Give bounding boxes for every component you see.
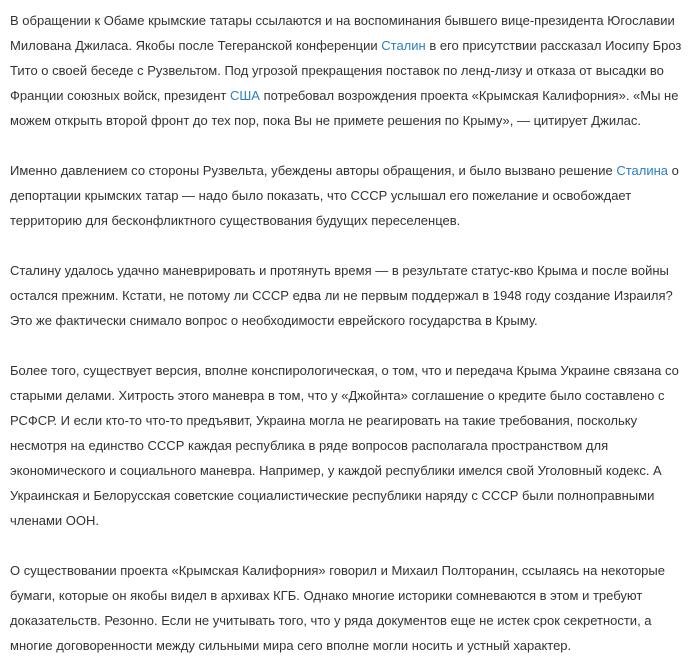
article-paragraph <box>10 258 696 333</box>
text-line <box>10 58 696 83</box>
article-paragraph <box>10 158 696 233</box>
text-line <box>10 8 696 33</box>
text-line <box>10 308 696 333</box>
text-segment: Именно давлением со стороны Рузвельта, убеждены авторы обращения, и было вызвано решение <box>10 163 617 178</box>
text-segment: В обращении к Обаме крымские татары ссылаются и на воспоминания бывшего вице-президента Югославии <box>10 13 675 28</box>
text-segment: территорию для бесконфликтного существования будущих переселенцев. <box>10 213 461 228</box>
text-segment: депортации крымских татар — надо было показать, что СССР услышал его пожелание и освобождает <box>10 188 632 203</box>
text-segment: РСФСР. И если кто-то что-то предъявит, Украина могла не реагировать на такие требования, поскольку <box>10 413 638 428</box>
text-line <box>10 208 696 233</box>
text-segment: Это же фактически снимало вопрос о необходимости еврейского государства в Крыму. <box>10 313 538 328</box>
inline-link[interactable]: Сталина <box>616 163 669 178</box>
inline-link[interactable]: США <box>229 88 260 103</box>
text-line <box>10 433 696 458</box>
text-segment: Милована Джиласа. Якобы после Тегеранской конференции <box>10 38 382 53</box>
inline-link[interactable]: Сталин <box>381 38 426 53</box>
text-line <box>10 358 696 383</box>
text-line <box>10 383 696 408</box>
text-segment: бумаги, которые он якобы видел в архивах КГБ. Однако многие историки сомневаются в этом и требуют <box>10 588 643 603</box>
text-segment: Тито о своей беседе с Рузвельтом. Под угрозой прекращения поставок по ленд-лизу и отказа от высадки во <box>10 63 664 78</box>
text-segment: можем открыть второй фронт до тех пор, пока Вы не примете решения по Крыму», — цитирует Джилас. <box>10 113 642 128</box>
text-line <box>10 83 696 108</box>
text-line <box>10 183 696 208</box>
text-segment: доказательств. Резонно. Если не учитывать того, что у ряда документов еще не истек срок секретности, а <box>10 613 652 628</box>
text-segment: несмотря на единство СССР каждая республика в ряде вопросов располагала пространством для <box>10 438 609 453</box>
text-segment: в его присутствии рассказал Иосипу Броз <box>425 38 682 53</box>
text-segment: О существовании проекта «Крымская Калифорния» говорил и Михаил Полторанин, ссылаясь на некоторые <box>10 563 665 578</box>
text-line <box>10 33 696 58</box>
text-line <box>10 258 696 283</box>
text-line <box>10 558 696 583</box>
text-line <box>10 108 696 133</box>
article-paragraph <box>10 8 696 133</box>
text-segment: о <box>668 163 679 178</box>
text-segment: членами ООН. <box>10 513 100 528</box>
article-paragraph <box>10 358 696 533</box>
text-line <box>10 283 696 308</box>
text-segment: старыми делами. Хитрость этого маневра в том, что у «Джойнта» соглашение о кредите было составлено с <box>10 388 665 403</box>
text-segment: Сталину удалось удачно маневрировать и протянуть время — в результате статус-кво Крыма и после войны <box>10 263 669 278</box>
text-segment: Украинская и Белорусская советские социалистические республики наряду с СССР были полноправными <box>10 488 655 503</box>
article-paragraph <box>10 558 696 658</box>
text-line <box>10 158 696 183</box>
text-line <box>10 483 696 508</box>
text-line <box>10 408 696 433</box>
text-segment: экономического и социального маневра. Например, у каждой республики имелся свой Уголовный кодекс. А <box>10 463 662 478</box>
text-segment: потребовал возрождения проекта «Крымская Калифорния». «Мы не <box>259 88 679 103</box>
text-line <box>10 583 696 608</box>
text-segment: Франции союзных войск, президент <box>10 88 230 103</box>
text-line <box>10 508 696 533</box>
text-line <box>10 608 696 633</box>
text-segment: многие договоренности между сильными мира сего вполне могли носить и устный характер. <box>10 638 572 653</box>
text-segment: остался прежним. Кстати, не потому ли СССР едва ли не первым поддержал в 1948 году создание Израиля? <box>10 288 673 303</box>
text-line <box>10 633 696 658</box>
text-line <box>10 458 696 483</box>
text-segment: Более того, существует версия, вполне конспирологическая, о том, что и передача Крыма Украине связана со <box>10 363 679 378</box>
